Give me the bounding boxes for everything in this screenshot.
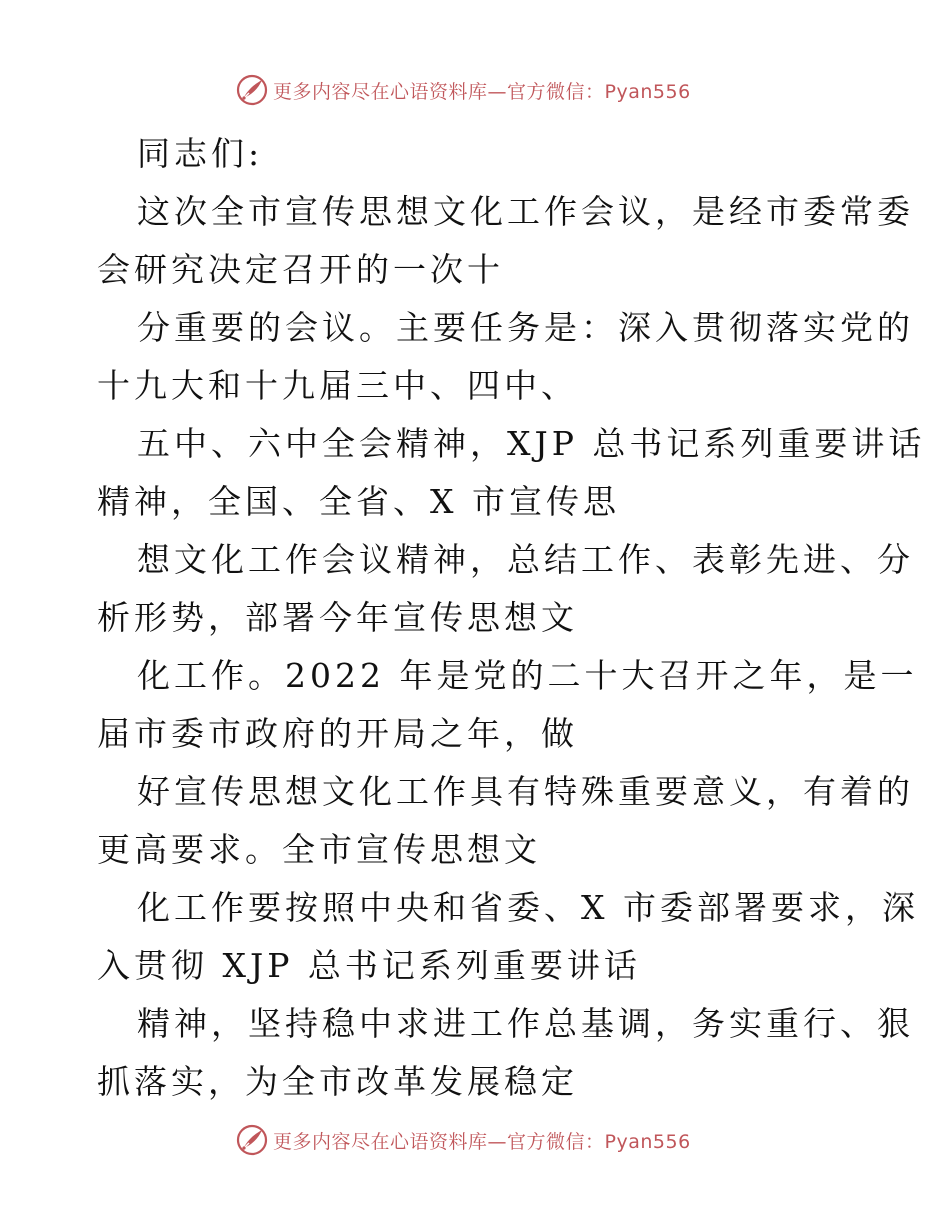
text-line: 想文化工作会议精神，总结工作、表彰先进、分	[137, 540, 914, 579]
watermark-text: 更多内容尽在心语资料库—官方微信：Pyan556	[273, 80, 691, 103]
watermark-text: 更多内容尽在心语资料库—官方微信：Pyan556	[273, 1130, 691, 1153]
text-line: 入贯彻 XJP 总书记系列重要讲话	[97, 946, 641, 985]
text-line: 同志们:	[137, 134, 264, 173]
text-line: 好宣传思想文化工作具有特殊重要意义，有着的	[137, 772, 914, 811]
text-line: 会研究决定召开的一次十	[97, 250, 504, 289]
quill-pen-logo-icon	[235, 73, 269, 107]
text-line: 这次全市宣传思想文化工作会议，是经市委常委	[137, 192, 914, 231]
text-line: 分重要的会议。主要任务是：深入贯彻落实党的	[137, 308, 914, 347]
text-line: 抓落实，为全市改革发展稳定	[97, 1062, 578, 1101]
text-line: 化工作要按照中央和省委、X 市委部署要求，深	[137, 888, 919, 927]
header-watermark	[235, 72, 691, 108]
text-line: 五中、六中全会精神，XJP 总书记系列重要讲话	[137, 424, 926, 463]
quill-pen-logo-icon	[235, 1123, 269, 1157]
text-line: 析形势，部署今年宣传思想文	[97, 598, 578, 637]
text-line: 十九大和十九届三中、四中、	[97, 366, 578, 405]
text-line: 精神，全国、全省、X 市宣传思	[97, 482, 620, 521]
text-line: 化工作。2022 年是党的二十大召开之年，是一	[137, 656, 918, 695]
document-body	[97, 125, 926, 1111]
text-line: 届市委市政府的开局之年，做	[97, 714, 578, 753]
text-line: 更高要求。全市宣传思想文	[97, 830, 541, 869]
footer-watermark	[235, 1122, 691, 1158]
text-line: 精神，坚持稳中求进工作总基调，务实重行、狠	[137, 1004, 914, 1043]
